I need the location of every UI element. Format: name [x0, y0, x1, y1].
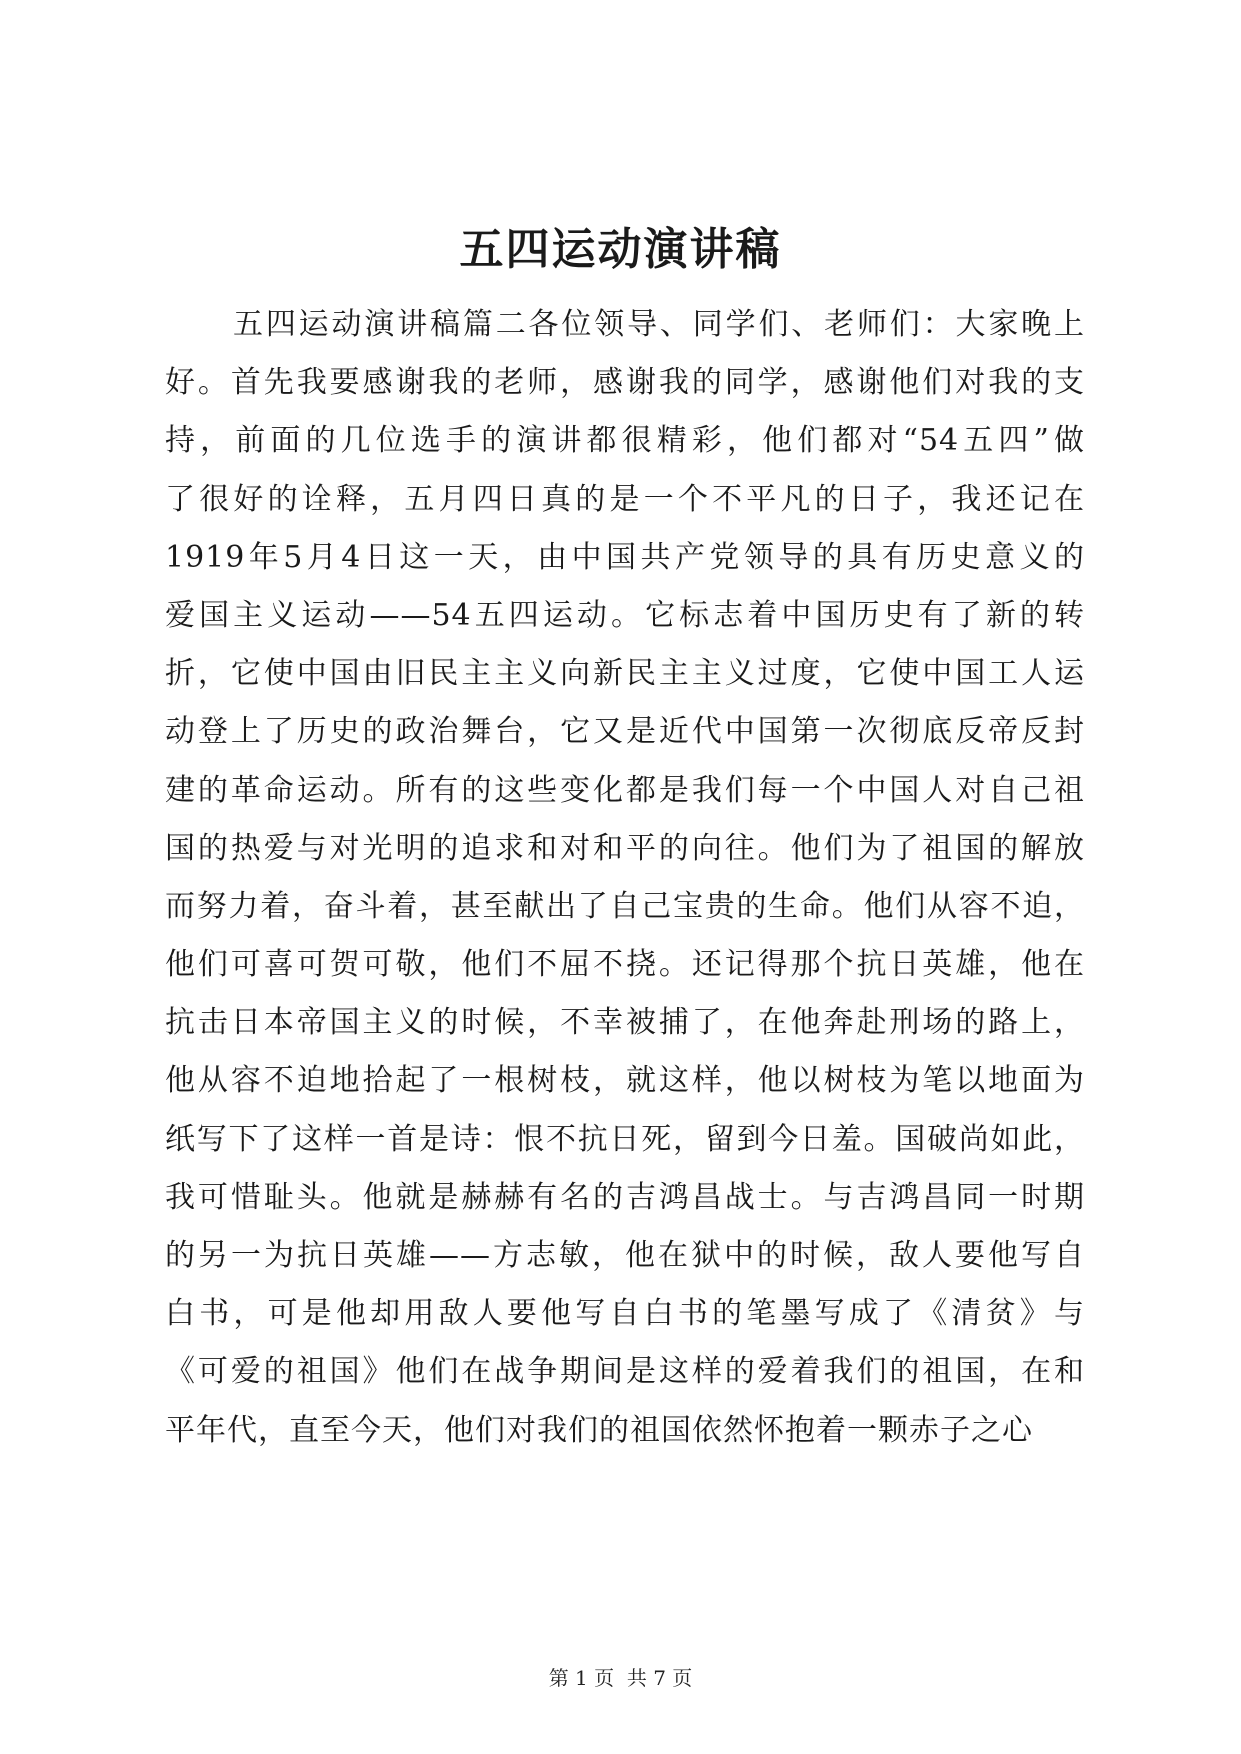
body-line: 动登上了历史的政治舞台，它又是近代中国第一次彻底反帝反封 [165, 714, 1085, 750]
body-line: 国的热爱与对光明的追求和对和平的向往。他们为了祖国的解放 [165, 830, 1085, 866]
body-line: 抗击日本帝国主义的时候，不幸被捕了，在他奔赴刑场的路上， [165, 1005, 1085, 1041]
body-line: 折，它使中国由旧民主主义向新民主主义过度，它使中国工人运 [165, 656, 1085, 692]
body-line: 的另一为抗日英雄——方志敏，他在狱中的时候，敌人要他写自 [165, 1238, 1085, 1273]
body-line: 了很好的诠释，五月四日真的是一个不平凡的日子，我还记在 [165, 481, 1085, 517]
body-line: 他们可喜可贺可敬，他们不屈不挠。还记得那个抗日英雄，他在 [165, 947, 1085, 983]
body-line: 好。首先我要感谢我的老师，感谢我的同学，感谢他们对我的支 [165, 365, 1085, 401]
body-line: 爱国主义运动——54五四运动。它标志着中国历史有了新的转 [165, 597, 1085, 633]
document-title: 五四运动演讲稿 [459, 224, 782, 275]
page-number-footer: 第 1 页 共 7 页 [548, 1666, 693, 1690]
body-line: 平年代，直至今天，他们对我们的祖国依然怀抱着一颗赤子之心 [165, 1412, 1033, 1448]
body-line: 而努力着，奋斗着，甚至献出了自己宝贵的生命。他们从容不迫， [165, 888, 1085, 924]
body-line: 五四运动演讲稿篇二各位领导、同学们、老师们：大家晚上 [233, 307, 1085, 342]
body-line: 《可爱的祖国》他们在战争期间是这样的爱着我们的祖国，在和 [165, 1354, 1085, 1390]
document-body [165, 296, 1085, 1460]
body-line: 我可惜耻头。他就是赫赫有名的吉鸿昌战士。与吉鸿昌同一时期 [165, 1179, 1085, 1215]
body-line: 1919年5月4日这一天，由中国共产党领导的具有历史意义的 [165, 539, 1085, 575]
body-line: 建的革命运动。所有的这些变化都是我们每一个中国人对自己祖 [165, 772, 1085, 808]
body-line: 持，前面的几位选手的演讲都很精彩，他们都对“54五四”做 [165, 423, 1085, 459]
body-line: 他从容不迫地拾起了一根树枝，就这样，他以树枝为笔以地面为 [165, 1063, 1085, 1099]
body-line: 纸写下了这样一首是诗：恨不抗日死，留到今日羞。国破尚如此， [165, 1121, 1085, 1157]
body-line: 白书，可是他却用敌人要他写自白书的笔墨写成了《清贫》与 [165, 1296, 1085, 1332]
